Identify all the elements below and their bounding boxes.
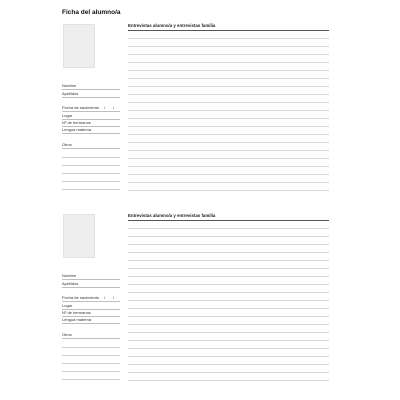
interview-line[interactable] — [128, 38, 329, 39]
interviews-heading-rule — [128, 30, 329, 31]
interview-line[interactable] — [128, 110, 329, 111]
interview-line[interactable] — [128, 236, 329, 237]
interview-line[interactable] — [128, 316, 329, 317]
interview-line[interactable] — [128, 102, 329, 103]
interview-line[interactable] — [128, 142, 329, 143]
fecha-nacimiento-label: Fecha de nacimiento — [62, 105, 100, 110]
otros-line[interactable] — [62, 157, 120, 158]
interview-line[interactable] — [128, 94, 329, 95]
page-title: Ficha del alumno/a — [62, 9, 121, 16]
interview-line[interactable] — [128, 372, 329, 373]
otros-line[interactable] — [62, 165, 120, 166]
interview-line[interactable] — [128, 380, 329, 381]
otros-line[interactable] — [62, 181, 120, 182]
nombre-field[interactable] — [62, 83, 120, 90]
otros-field[interactable] — [62, 332, 120, 339]
otros-line[interactable] — [62, 363, 120, 364]
otros-label: Otros — [62, 142, 72, 147]
otros-line[interactable] — [62, 379, 120, 380]
apellidos-label: Apellidos — [62, 281, 79, 286]
interview-line[interactable] — [128, 364, 329, 365]
apellidos-label: Apellidos — [62, 91, 79, 96]
otros-line[interactable] — [62, 189, 120, 190]
nombre-label: Nombre — [62, 273, 77, 278]
lugar-field[interactable] — [62, 113, 120, 120]
otros-line[interactable] — [62, 173, 120, 174]
fecha-nacimiento-label: Fecha de nacimiento — [62, 295, 100, 300]
hermanos-label: Nº de hermanos — [62, 310, 91, 315]
interviews-heading: Entrevistas alumno/a y entrevistas familia — [128, 23, 216, 28]
lengua-materna-label: Lengua materna — [62, 317, 92, 322]
otros-line[interactable] — [62, 371, 120, 372]
date-separator: / — [113, 295, 115, 300]
interview-line[interactable] — [128, 324, 329, 325]
lugar-label: Lugar — [62, 303, 73, 308]
lugar-field[interactable] — [62, 303, 120, 310]
interview-line[interactable] — [128, 308, 329, 309]
lugar-label: Lugar — [62, 113, 73, 118]
interview-line[interactable] — [128, 158, 329, 159]
interview-line[interactable] — [128, 46, 329, 47]
otros-field[interactable] — [62, 142, 120, 149]
interview-line[interactable] — [128, 252, 329, 253]
interview-line[interactable] — [128, 284, 329, 285]
hermanos-field[interactable] — [62, 310, 120, 317]
interview-line[interactable] — [128, 174, 329, 175]
apellidos-field[interactable] — [62, 281, 120, 288]
interview-line[interactable] — [128, 126, 329, 127]
otros-label: Otros — [62, 332, 72, 337]
apellidos-field[interactable] — [62, 91, 120, 98]
interview-line[interactable] — [128, 356, 329, 357]
interview-line[interactable] — [128, 166, 329, 167]
interview-line[interactable] — [128, 70, 329, 71]
interview-line[interactable] — [128, 268, 329, 269]
photo-placeholder[interactable] — [63, 24, 95, 68]
nombre-label: Nombre — [62, 83, 77, 88]
date-separator: / — [113, 105, 115, 110]
interview-line[interactable] — [128, 62, 329, 63]
photo-placeholder[interactable] — [63, 214, 95, 258]
interview-line[interactable] — [128, 300, 329, 301]
interviews-heading: Entrevistas alumno/a y entrevistas familia — [128, 213, 216, 218]
lengua-materna-field[interactable] — [62, 127, 120, 134]
hermanos-label: Nº de hermanos — [62, 120, 91, 125]
interview-line[interactable] — [128, 348, 329, 349]
lengua-materna-label: Lengua materna — [62, 127, 92, 132]
date-separator: / — [104, 105, 106, 110]
interview-line[interactable] — [128, 54, 329, 55]
fecha-nacimiento-field[interactable] — [62, 105, 120, 112]
interview-line[interactable] — [128, 150, 329, 151]
interview-line[interactable] — [128, 78, 329, 79]
interview-line[interactable] — [128, 134, 329, 135]
interview-line[interactable] — [128, 86, 329, 87]
hermanos-field[interactable] — [62, 120, 120, 127]
lengua-materna-field[interactable] — [62, 317, 120, 324]
interview-line[interactable] — [128, 332, 329, 333]
interview-line[interactable] — [128, 276, 329, 277]
interview-line[interactable] — [128, 244, 329, 245]
interview-line[interactable] — [128, 118, 329, 119]
interview-line[interactable] — [128, 340, 329, 341]
otros-line[interactable] — [62, 355, 120, 356]
interview-line[interactable] — [128, 190, 329, 191]
otros-line[interactable] — [62, 347, 120, 348]
interviews-heading-rule — [128, 220, 329, 221]
interview-line[interactable] — [128, 292, 329, 293]
interview-line[interactable] — [128, 260, 329, 261]
fecha-nacimiento-field[interactable] — [62, 295, 120, 302]
interview-line[interactable] — [128, 228, 329, 229]
interview-line[interactable] — [128, 182, 329, 183]
date-separator: / — [104, 295, 106, 300]
nombre-field[interactable] — [62, 273, 120, 280]
